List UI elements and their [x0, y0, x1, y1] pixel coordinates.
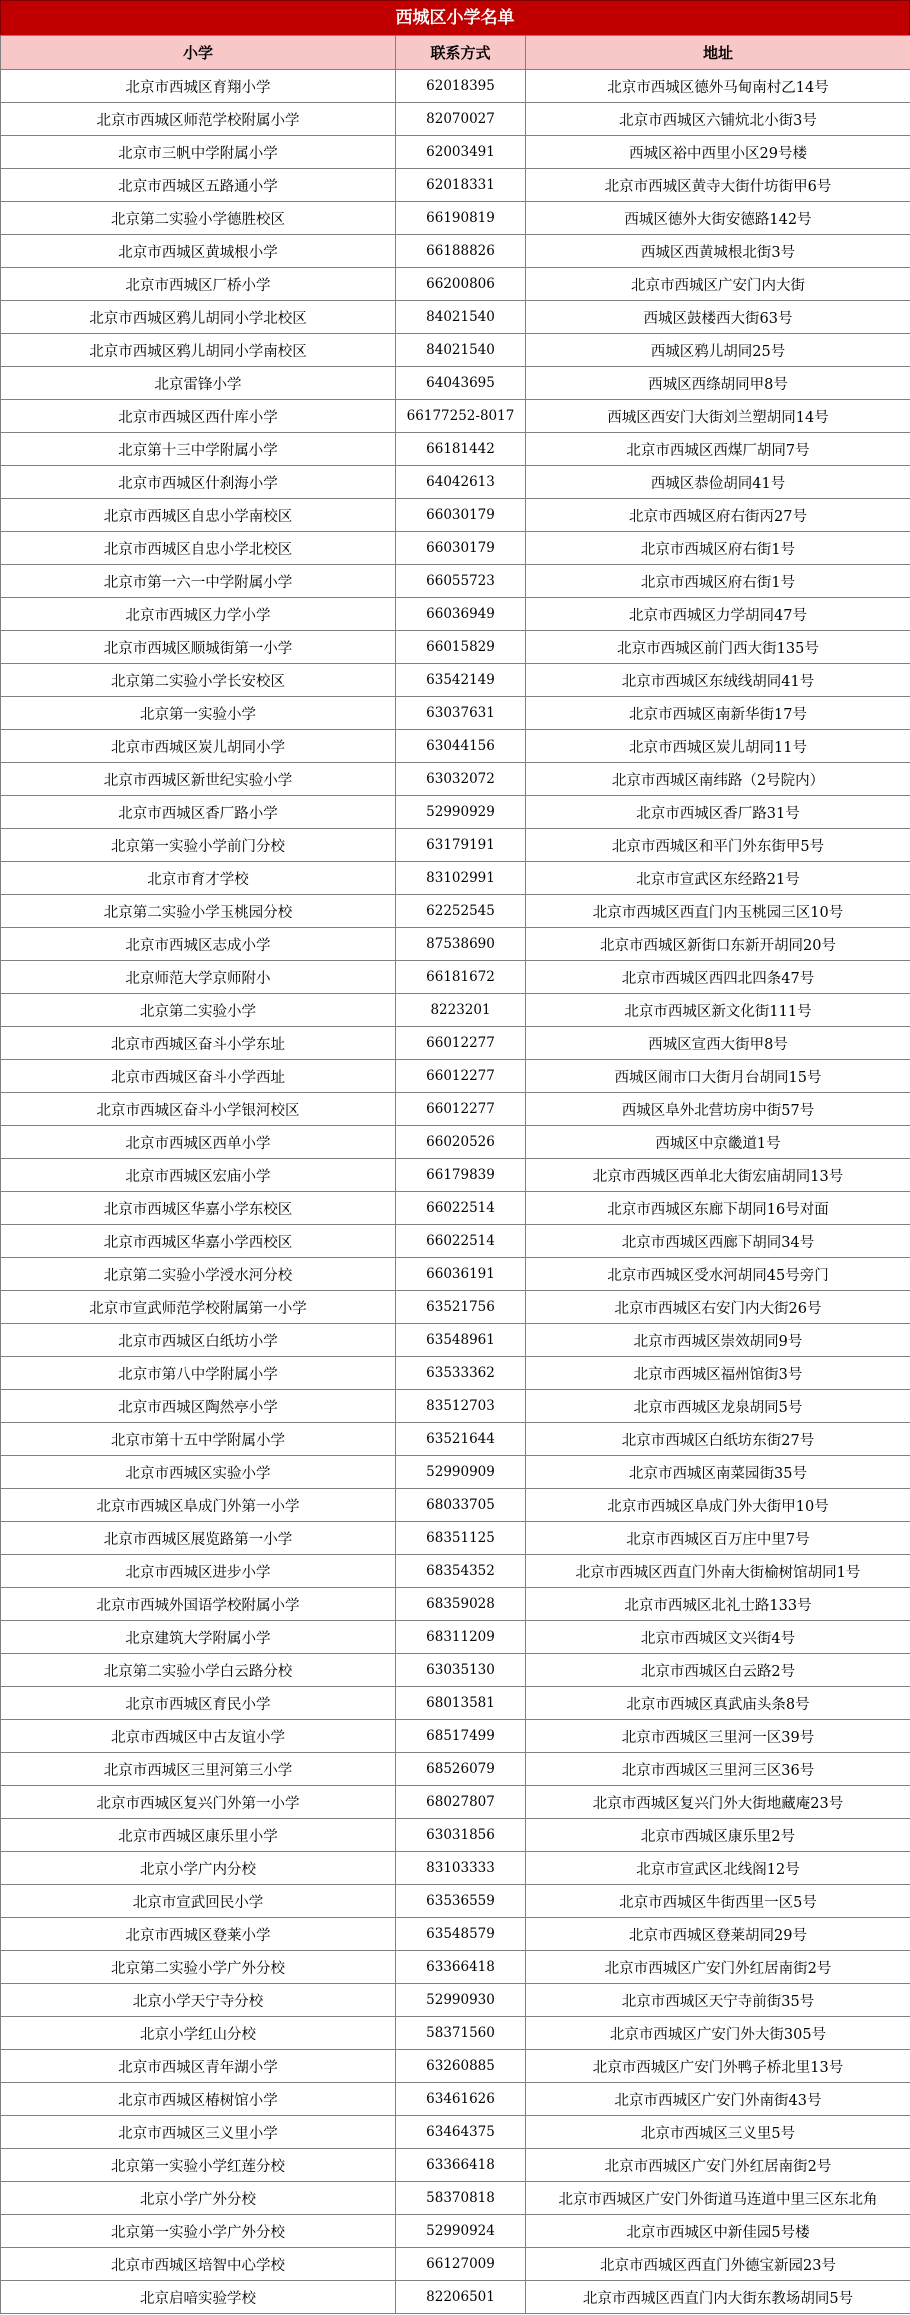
table-row [1, 796, 910, 829]
table-row [1, 664, 910, 697]
table-row [1, 1423, 910, 1456]
school-name-cell: 北京市西城区进步小学 [1, 1555, 396, 1588]
phone-cell: 66012277 [396, 1093, 526, 1126]
school-name-cell: 北京市西城区鸦儿胡同小学南校区 [1, 334, 396, 367]
phone-cell: 64043695 [396, 367, 526, 400]
address-cell: 北京市宣武区北线阁12号 [526, 1852, 910, 1885]
phone-cell: 62003491 [396, 136, 526, 169]
table-row [1, 1126, 910, 1159]
phone-cell: 63031856 [396, 1819, 526, 1852]
school-name-cell: 北京市西城区自忠小学北校区 [1, 532, 396, 565]
school-name-cell: 北京市西城区西单小学 [1, 1126, 396, 1159]
school-name-cell: 北京小学红山分校 [1, 2017, 396, 2050]
table-row [1, 367, 910, 400]
table-row [1, 697, 910, 730]
phone-cell: 84021540 [396, 301, 526, 334]
table-row [1, 1885, 910, 1918]
address-cell: 北京市西城区北礼士路133号 [526, 1588, 910, 1621]
address-cell: 北京市西城区广安门外鸭子桥北里13号 [526, 2050, 910, 2083]
table-row [1, 1687, 910, 1720]
table-row [1, 1324, 910, 1357]
address-cell: 西城区鼓楼西大街63号 [526, 301, 910, 334]
table-row [1, 1951, 910, 1984]
phone-cell: 62252545 [396, 895, 526, 928]
school-name-cell: 北京市第十五中学附属小学 [1, 1423, 396, 1456]
address-cell: 北京市西城区广安门外红居南街2号 [526, 2149, 910, 2182]
address-cell: 北京市西城区府右街1号 [526, 532, 910, 565]
table-row [1, 2281, 910, 2314]
school-name-cell: 北京市西城区实验小学 [1, 1456, 396, 1489]
address-cell: 北京市西城区复兴门外大街地藏庵23号 [526, 1786, 910, 1819]
address-cell: 北京市西城区东绒线胡同41号 [526, 664, 910, 697]
table-row [1, 136, 910, 169]
address-cell: 北京市西城区和平门外东街甲5号 [526, 829, 910, 862]
address-cell: 北京市西城区崇效胡同9号 [526, 1324, 910, 1357]
table-row [1, 862, 910, 895]
school-name-cell: 北京市西城区志成小学 [1, 928, 396, 961]
phone-cell: 66022514 [396, 1225, 526, 1258]
phone-cell: 66181672 [396, 961, 526, 994]
school-name-cell: 北京建筑大学附属小学 [1, 1621, 396, 1654]
school-name-cell: 北京市西城区炭儿胡同小学 [1, 730, 396, 763]
phone-cell: 68033705 [396, 1489, 526, 1522]
phone-cell: 63260885 [396, 2050, 526, 2083]
address-cell: 北京市西城区南纬路（2号院内） [526, 763, 910, 796]
address-cell: 北京市西城区炭儿胡同11号 [526, 730, 910, 763]
phone-cell: 66030179 [396, 532, 526, 565]
phone-cell: 63548579 [396, 1918, 526, 1951]
address-cell: 北京市西城区三里河一区39号 [526, 1720, 910, 1753]
table-row [1, 2116, 910, 2149]
table-row [1, 928, 910, 961]
school-name-cell: 北京第二实验小学 [1, 994, 396, 1027]
school-name-cell: 北京市宣武回民小学 [1, 1885, 396, 1918]
table-row [1, 1786, 910, 1819]
address-cell: 北京市西城区前门西大街135号 [526, 631, 910, 664]
address-cell: 北京市西城区西直门内玉桃园三区10号 [526, 895, 910, 928]
school-name-cell: 北京市西城区新世纪实验小学 [1, 763, 396, 796]
school-name-cell: 北京市西城区鸦儿胡同小学北校区 [1, 301, 396, 334]
phone-cell: 82206501 [396, 2281, 526, 2314]
address-cell: 北京市西城区百万庄中里7号 [526, 1522, 910, 1555]
phone-cell: 87538690 [396, 928, 526, 961]
school-name-cell: 北京市西城区中古友谊小学 [1, 1720, 396, 1753]
school-name-cell: 北京第一实验小学广外分校 [1, 2215, 396, 2248]
table-row [1, 1720, 910, 1753]
address-cell: 西城区恭俭胡同41号 [526, 466, 910, 499]
table-row [1, 532, 910, 565]
address-cell: 北京市西城区中新佳园5号楼 [526, 2215, 910, 2248]
phone-cell: 84021540 [396, 334, 526, 367]
table-row [1, 2215, 910, 2248]
phone-cell: 68359028 [396, 1588, 526, 1621]
school-name-cell: 北京市西城区奋斗小学东址 [1, 1027, 396, 1060]
address-cell: 北京市西城区广安门外大街305号 [526, 2017, 910, 2050]
address-cell: 北京市西城区南菜园街35号 [526, 1456, 910, 1489]
school-name-cell: 北京市西城区陶然亭小学 [1, 1390, 396, 1423]
school-name-cell: 北京市三帆中学附属小学 [1, 136, 396, 169]
school-name-cell: 北京市西城区三里河第三小学 [1, 1753, 396, 1786]
address-cell: 西城区西安门大街刘兰塑胡同14号 [526, 400, 910, 433]
address-cell: 北京市西城区真武庙头条8号 [526, 1687, 910, 1720]
table-row [1, 895, 910, 928]
address-cell: 北京市西城区西廊下胡同34号 [526, 1225, 910, 1258]
school-name-cell: 北京市西城区自忠小学南校区 [1, 499, 396, 532]
address-cell: 北京市西城区牛街西里一区5号 [526, 1885, 910, 1918]
table-row [1, 763, 910, 796]
header-contact: 联系方式 [396, 36, 526, 70]
address-cell: 西城区闹市口大街月台胡同15号 [526, 1060, 910, 1093]
address-cell: 北京市西城区新文化街111号 [526, 994, 910, 1027]
address-cell: 北京市西城区三义里5号 [526, 2116, 910, 2149]
address-cell: 北京市西城区府右街丙27号 [526, 499, 910, 532]
table-row [1, 1225, 910, 1258]
table-row [1, 103, 910, 136]
table-row [1, 1654, 910, 1687]
table-row [1, 631, 910, 664]
address-cell: 北京市西城区西直门内大街东教场胡同5号 [526, 2281, 910, 2314]
phone-cell: 68526079 [396, 1753, 526, 1786]
address-cell: 北京市西城区广安门内大街 [526, 268, 910, 301]
table-row [1, 1819, 910, 1852]
address-cell: 北京市西城区天宁寺前街35号 [526, 1984, 910, 2017]
phone-cell: 68311209 [396, 1621, 526, 1654]
phone-cell: 63035130 [396, 1654, 526, 1687]
table-row [1, 499, 910, 532]
school-name-cell: 北京第二实验小学白云路分校 [1, 1654, 396, 1687]
header-school: 小学 [1, 36, 396, 70]
school-name-cell: 北京市西城区白纸坊小学 [1, 1324, 396, 1357]
school-name-cell: 北京市西城外国语学校附属小学 [1, 1588, 396, 1621]
school-name-cell: 北京第一实验小学前门分校 [1, 829, 396, 862]
address-cell: 北京市西城区广安门外街道马连道中里三区东北角 [526, 2182, 910, 2215]
phone-cell: 52990924 [396, 2215, 526, 2248]
phone-cell: 66036949 [396, 598, 526, 631]
table-row [1, 1258, 910, 1291]
table-row [1, 334, 910, 367]
table-row [1, 268, 910, 301]
table-row [1, 202, 910, 235]
address-cell: 北京市西城区福州馆街3号 [526, 1357, 910, 1390]
address-cell: 西城区阜外北营坊房中街57号 [526, 1093, 910, 1126]
address-cell: 西城区西黄城根北街3号 [526, 235, 910, 268]
phone-cell: 63366418 [396, 1951, 526, 1984]
phone-cell: 62018395 [396, 70, 526, 103]
phone-cell: 68351125 [396, 1522, 526, 1555]
school-name-cell: 北京启喑实验学校 [1, 2281, 396, 2314]
table-row [1, 1852, 910, 1885]
phone-cell: 66012277 [396, 1060, 526, 1093]
address-cell: 北京市西城区阜成门外大街甲10号 [526, 1489, 910, 1522]
school-name-cell: 北京第二实验小学德胜校区 [1, 202, 396, 235]
school-name-cell: 北京市西城区奋斗小学银河校区 [1, 1093, 396, 1126]
school-name-cell: 北京第一实验小学 [1, 697, 396, 730]
phone-cell: 63461626 [396, 2083, 526, 2116]
table-row [1, 1753, 910, 1786]
phone-cell: 66022514 [396, 1192, 526, 1225]
school-name-cell: 北京市西城区香厂路小学 [1, 796, 396, 829]
school-name-cell: 北京市西城区阜成门外第一小学 [1, 1489, 396, 1522]
phone-cell: 63044156 [396, 730, 526, 763]
table-row [1, 70, 910, 103]
school-name-cell: 北京市西城区登莱小学 [1, 1918, 396, 1951]
address-cell: 北京市西城区三里河三区36号 [526, 1753, 910, 1786]
school-name-cell: 北京第二实验小学玉桃园分校 [1, 895, 396, 928]
address-cell: 北京市西城区右安门内大街26号 [526, 1291, 910, 1324]
phone-cell: 63037631 [396, 697, 526, 730]
table-row [1, 730, 910, 763]
phone-cell: 52990909 [396, 1456, 526, 1489]
table-row [1, 2083, 910, 2116]
table-row [1, 1159, 910, 1192]
table-row [1, 829, 910, 862]
school-name-cell: 北京小学广外分校 [1, 2182, 396, 2215]
phone-cell: 66188826 [396, 235, 526, 268]
table-row [1, 2182, 910, 2215]
school-name-cell: 北京市西城区奋斗小学西址 [1, 1060, 396, 1093]
phone-cell: 66030179 [396, 499, 526, 532]
table-row [1, 1984, 910, 2017]
table-row [1, 1027, 910, 1060]
address-cell: 北京市西城区文兴街4号 [526, 1621, 910, 1654]
address-cell: 西城区宣西大街甲8号 [526, 1027, 910, 1060]
phone-cell: 66055723 [396, 565, 526, 598]
phone-cell: 63521756 [396, 1291, 526, 1324]
school-name-cell: 北京市西城区培智中心学校 [1, 2248, 396, 2281]
school-name-cell: 北京市西城区青年湖小学 [1, 2050, 396, 2083]
phone-cell: 63032072 [396, 763, 526, 796]
school-name-cell: 北京市西城区什刹海小学 [1, 466, 396, 499]
school-name-cell: 北京师范大学京师附小 [1, 961, 396, 994]
table-body [1, 70, 910, 2314]
school-name-cell: 北京市西城区顺城街第一小学 [1, 631, 396, 664]
phone-cell: 8223201 [396, 994, 526, 1027]
address-cell: 北京市西城区德外马甸南村乙14号 [526, 70, 910, 103]
phone-cell: 83512703 [396, 1390, 526, 1423]
school-name-cell: 北京市育才学校 [1, 862, 396, 895]
school-name-cell: 北京市宣武师范学校附属第一小学 [1, 1291, 396, 1324]
school-name-cell: 北京市西城区华嘉小学西校区 [1, 1225, 396, 1258]
phone-cell: 58370818 [396, 2182, 526, 2215]
phone-cell: 66190819 [396, 202, 526, 235]
table-row [1, 961, 910, 994]
address-cell: 北京市西城区白纸坊东街27号 [526, 1423, 910, 1456]
address-cell: 北京市西城区黄寺大街什坊街甲6号 [526, 169, 910, 202]
address-cell: 北京市西城区西直门外南大街榆树馆胡同1号 [526, 1555, 910, 1588]
address-cell: 北京市西城区香厂路31号 [526, 796, 910, 829]
address-cell: 北京市西城区白云路2号 [526, 1654, 910, 1687]
school-name-cell: 北京小学天宁寺分校 [1, 1984, 396, 2017]
school-name-cell: 北京市第八中学附属小学 [1, 1357, 396, 1390]
phone-cell: 82070027 [396, 103, 526, 136]
phone-cell: 83102991 [396, 862, 526, 895]
school-name-cell: 北京市西城区康乐里小学 [1, 1819, 396, 1852]
phone-cell: 63542149 [396, 664, 526, 697]
address-cell: 北京市西城区西煤厂胡同7号 [526, 433, 910, 466]
school-name-cell: 北京市西城区黄城根小学 [1, 235, 396, 268]
phone-cell: 66036191 [396, 1258, 526, 1291]
address-cell: 北京市宣武区东经路21号 [526, 862, 910, 895]
school-name-cell: 北京市西城区宏庙小学 [1, 1159, 396, 1192]
table-row [1, 1093, 910, 1126]
school-name-cell: 北京第十三中学附属小学 [1, 433, 396, 466]
address-cell: 北京市西城区龙泉胡同5号 [526, 1390, 910, 1423]
address-cell: 北京市西城区西四北四条47号 [526, 961, 910, 994]
table-row [1, 1918, 910, 1951]
phone-cell: 66012277 [396, 1027, 526, 1060]
table-row [1, 1588, 910, 1621]
school-name-cell: 北京第二实验小学广外分校 [1, 1951, 396, 1984]
school-name-cell: 北京市西城区华嘉小学东校区 [1, 1192, 396, 1225]
phone-cell: 66020526 [396, 1126, 526, 1159]
phone-cell: 63521644 [396, 1423, 526, 1456]
phone-cell: 63366418 [396, 2149, 526, 2182]
phone-cell: 68027807 [396, 1786, 526, 1819]
address-cell: 北京市西城区康乐里2号 [526, 1819, 910, 1852]
phone-cell: 66181442 [396, 433, 526, 466]
phone-cell: 63464375 [396, 2116, 526, 2149]
address-cell: 西城区中京畿道1号 [526, 1126, 910, 1159]
address-cell: 北京市西城区广安门外南街43号 [526, 2083, 910, 2116]
table-row [1, 235, 910, 268]
table-row [1, 1489, 910, 1522]
table-row [1, 2050, 910, 2083]
school-name-cell: 北京第二实验小学长安校区 [1, 664, 396, 697]
address-cell: 西城区鸦儿胡同25号 [526, 334, 910, 367]
address-cell: 北京市西城区受水河胡同45号旁门 [526, 1258, 910, 1291]
phone-cell: 63533362 [396, 1357, 526, 1390]
school-name-cell: 北京市西城区育翔小学 [1, 70, 396, 103]
table-row [1, 169, 910, 202]
table-row [1, 2017, 910, 2050]
phone-cell: 66179839 [396, 1159, 526, 1192]
table-row [1, 400, 910, 433]
phone-cell: 64042613 [396, 466, 526, 499]
table-row [1, 994, 910, 1027]
address-cell: 北京市西城区力学胡同47号 [526, 598, 910, 631]
school-name-cell: 北京第二实验小学涭水河分校 [1, 1258, 396, 1291]
address-cell: 北京市西城区东廊下胡同16号对面 [526, 1192, 910, 1225]
school-table [0, 35, 910, 2314]
address-cell: 北京市西城区登莱胡同29号 [526, 1918, 910, 1951]
table-row [1, 1357, 910, 1390]
table-row [1, 433, 910, 466]
table-row [1, 598, 910, 631]
phone-cell: 66015829 [396, 631, 526, 664]
phone-cell: 66177252-8017 [396, 400, 526, 433]
header-row [1, 36, 910, 70]
school-name-cell: 北京市西城区厂桥小学 [1, 268, 396, 301]
address-cell: 北京市西城区府右街1号 [526, 565, 910, 598]
phone-cell: 63536559 [396, 1885, 526, 1918]
table-row [1, 2149, 910, 2182]
address-cell: 北京市西城区广安门外红居南街2号 [526, 1951, 910, 1984]
address-cell: 北京市西城区南新华街17号 [526, 697, 910, 730]
school-name-cell: 北京第一实验小学红莲分校 [1, 2149, 396, 2182]
table-row [1, 2248, 910, 2281]
phone-cell: 83103333 [396, 1852, 526, 1885]
school-name-cell: 北京市第一六一中学附属小学 [1, 565, 396, 598]
address-cell: 西城区西绦胡同甲8号 [526, 367, 910, 400]
school-name-cell: 北京市西城区展览路第一小学 [1, 1522, 396, 1555]
school-name-cell: 北京市西城区复兴门外第一小学 [1, 1786, 396, 1819]
phone-cell: 68013581 [396, 1687, 526, 1720]
school-name-cell: 北京市西城区师范学校附属小学 [1, 103, 396, 136]
school-name-cell: 北京市西城区椿树馆小学 [1, 2083, 396, 2116]
phone-cell: 52990929 [396, 796, 526, 829]
table-row [1, 1621, 910, 1654]
address-cell: 北京市西城区六铺炕北小街3号 [526, 103, 910, 136]
school-name-cell: 北京市西城区西什库小学 [1, 400, 396, 433]
school-name-cell: 北京市西城区五路通小学 [1, 169, 396, 202]
phone-cell: 58371560 [396, 2017, 526, 2050]
phone-cell: 68354352 [396, 1555, 526, 1588]
table-row [1, 1390, 910, 1423]
phone-cell: 66127009 [396, 2248, 526, 2281]
table-row [1, 1522, 910, 1555]
address-cell: 西城区德外大街安德路142号 [526, 202, 910, 235]
table-row [1, 1456, 910, 1489]
school-name-cell: 北京市西城区育民小学 [1, 1687, 396, 1720]
school-name-cell: 北京市西城区三义里小学 [1, 2116, 396, 2149]
table-row [1, 466, 910, 499]
phone-cell: 62018331 [396, 169, 526, 202]
address-cell: 北京市西城区西直门外德宝新园23号 [526, 2248, 910, 2281]
school-name-cell: 北京小学广内分校 [1, 1852, 396, 1885]
table-row [1, 1555, 910, 1588]
sheet-title: 西城区小学名单 [0, 0, 910, 37]
school-name-cell: 北京市西城区力学小学 [1, 598, 396, 631]
phone-cell: 63179191 [396, 829, 526, 862]
table-row [1, 301, 910, 334]
phone-cell: 52990930 [396, 1984, 526, 2017]
address-cell: 西城区裕中西里小区29号楼 [526, 136, 910, 169]
table-row [1, 565, 910, 598]
school-name-cell: 北京雷锋小学 [1, 367, 396, 400]
table-row [1, 1060, 910, 1093]
address-cell: 北京市西城区新街口东新开胡同20号 [526, 928, 910, 961]
phone-cell: 63548961 [396, 1324, 526, 1357]
header-address: 地址 [526, 36, 910, 70]
address-cell: 北京市西城区西单北大街宏庙胡同13号 [526, 1159, 910, 1192]
phone-cell: 66200806 [396, 268, 526, 301]
table-row [1, 1291, 910, 1324]
table-row [1, 1192, 910, 1225]
phone-cell: 68517499 [396, 1720, 526, 1753]
